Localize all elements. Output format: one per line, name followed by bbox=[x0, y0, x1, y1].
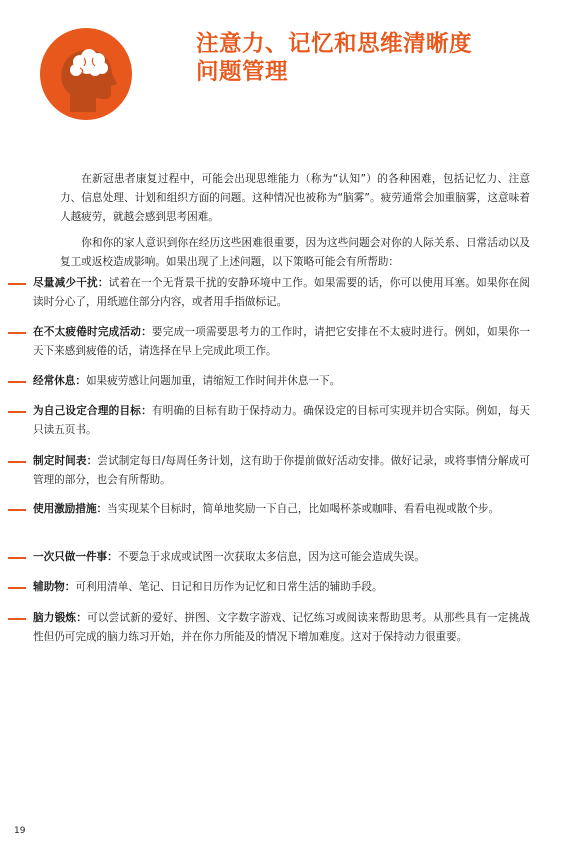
list-item bbox=[8, 372, 530, 391]
item-text: 要完成一项需要思考力的工作时，请把它安排在不太疲时进行。例如，如果你一天下来感到疲倦的话，请选择在早上完成此项工作。 bbox=[33, 326, 531, 357]
item-heading: 为自己设定合理的目标： bbox=[33, 405, 152, 417]
item-text: 可利用清单、笔记、日记和日历作为记忆和日常生活的辅助手段。 bbox=[75, 581, 383, 593]
bullet-dash bbox=[8, 381, 26, 383]
bullet-dash bbox=[8, 283, 26, 285]
list-item bbox=[8, 274, 530, 312]
list-item bbox=[8, 402, 530, 440]
item-text: 如果疲劳感让问题加重，请缩短工作时间并休息一下。 bbox=[85, 375, 341, 387]
head-with-brain-icon bbox=[40, 28, 132, 120]
list-item bbox=[8, 548, 530, 567]
item-heading: 经常休息： bbox=[33, 375, 86, 387]
item-heading: 一次只做一件事： bbox=[33, 551, 118, 563]
item-text: 尝试制定每日/每周任务计划，这有助于你提前做好活动安排。做好记录，或将事情分解成可管理的部分，也会有所帮助。 bbox=[33, 455, 530, 486]
item-text: 可以尝试新的爱好、拼图、文字数字游戏、记忆练习或阅读来帮助思考。从那些具有一定挑战性但仍可完成的脑力练习开始，并在你力所能及的情况下增加难度。这对于保持动力很重要。 bbox=[33, 612, 530, 643]
item-heading: 尽量减少干扰： bbox=[33, 277, 109, 289]
bullet-dash bbox=[8, 618, 26, 620]
page-title bbox=[196, 30, 472, 86]
list-item bbox=[8, 500, 530, 519]
item-text: 试着在一个无背景干扰的安静环境中工作。如果需要的话，你可以使用耳塞。如果你在阅读时分心了，用纸遮住部分内容，或者用手指做标记。 bbox=[33, 277, 531, 308]
item-heading: 在不太疲倦时完成活动： bbox=[33, 326, 152, 338]
title-line-1: 注意力、记忆和思维清晰度 bbox=[196, 31, 473, 57]
page-number: 19 bbox=[14, 826, 26, 836]
list-item bbox=[8, 578, 530, 597]
list-item bbox=[8, 452, 530, 490]
item-text: 当实现某个目标时，简单地奖励一下自己，比如喝杯茶或咖啡、看看电视或散个步。 bbox=[107, 503, 500, 515]
item-heading: 辅助物： bbox=[33, 581, 76, 593]
item-heading: 使用激励措施： bbox=[33, 503, 108, 515]
bullet-dash bbox=[8, 461, 26, 463]
intro-paragraph-1: 在新冠患者康复过程中，可能会出现思维能力（称为“认知”）的各种困难，包括记忆力、注意力、信息处理、计划和组织方面的问题。这种情况也被称为“脑雾”。疲劳通常会加重脑雾，这意味着人越疲劳，就越会感到思考困难。 bbox=[60, 173, 530, 223]
item-heading: 脑力锻炼： bbox=[33, 612, 88, 624]
bullet-dash bbox=[8, 411, 26, 413]
bullet-dash bbox=[8, 509, 26, 511]
bullet-dash bbox=[8, 557, 26, 559]
bullet-dash bbox=[8, 587, 26, 589]
list-item bbox=[8, 323, 530, 361]
title-line-2: 问题管理 bbox=[196, 59, 289, 85]
item-heading: 制定时间表： bbox=[33, 455, 98, 467]
item-text: 不要急于求成或试图一次获取太多信息，因为这可能会造成失误。 bbox=[117, 551, 425, 563]
item-text: 有明确的目标有助于保持动力。确保设定的目标可实现并切合实际。例如，每天只读五页书。 bbox=[33, 405, 531, 436]
bullet-dash bbox=[8, 332, 26, 334]
list-item bbox=[8, 609, 530, 647]
intro-paragraph-2: 你和你的家人意识到你在经历这些困难很重要，因为这些问题会对你的人际关系、日常活动以及复工或返校造成影响。如果出现了上述问题，以下策略可能会有所帮助： bbox=[60, 237, 530, 268]
